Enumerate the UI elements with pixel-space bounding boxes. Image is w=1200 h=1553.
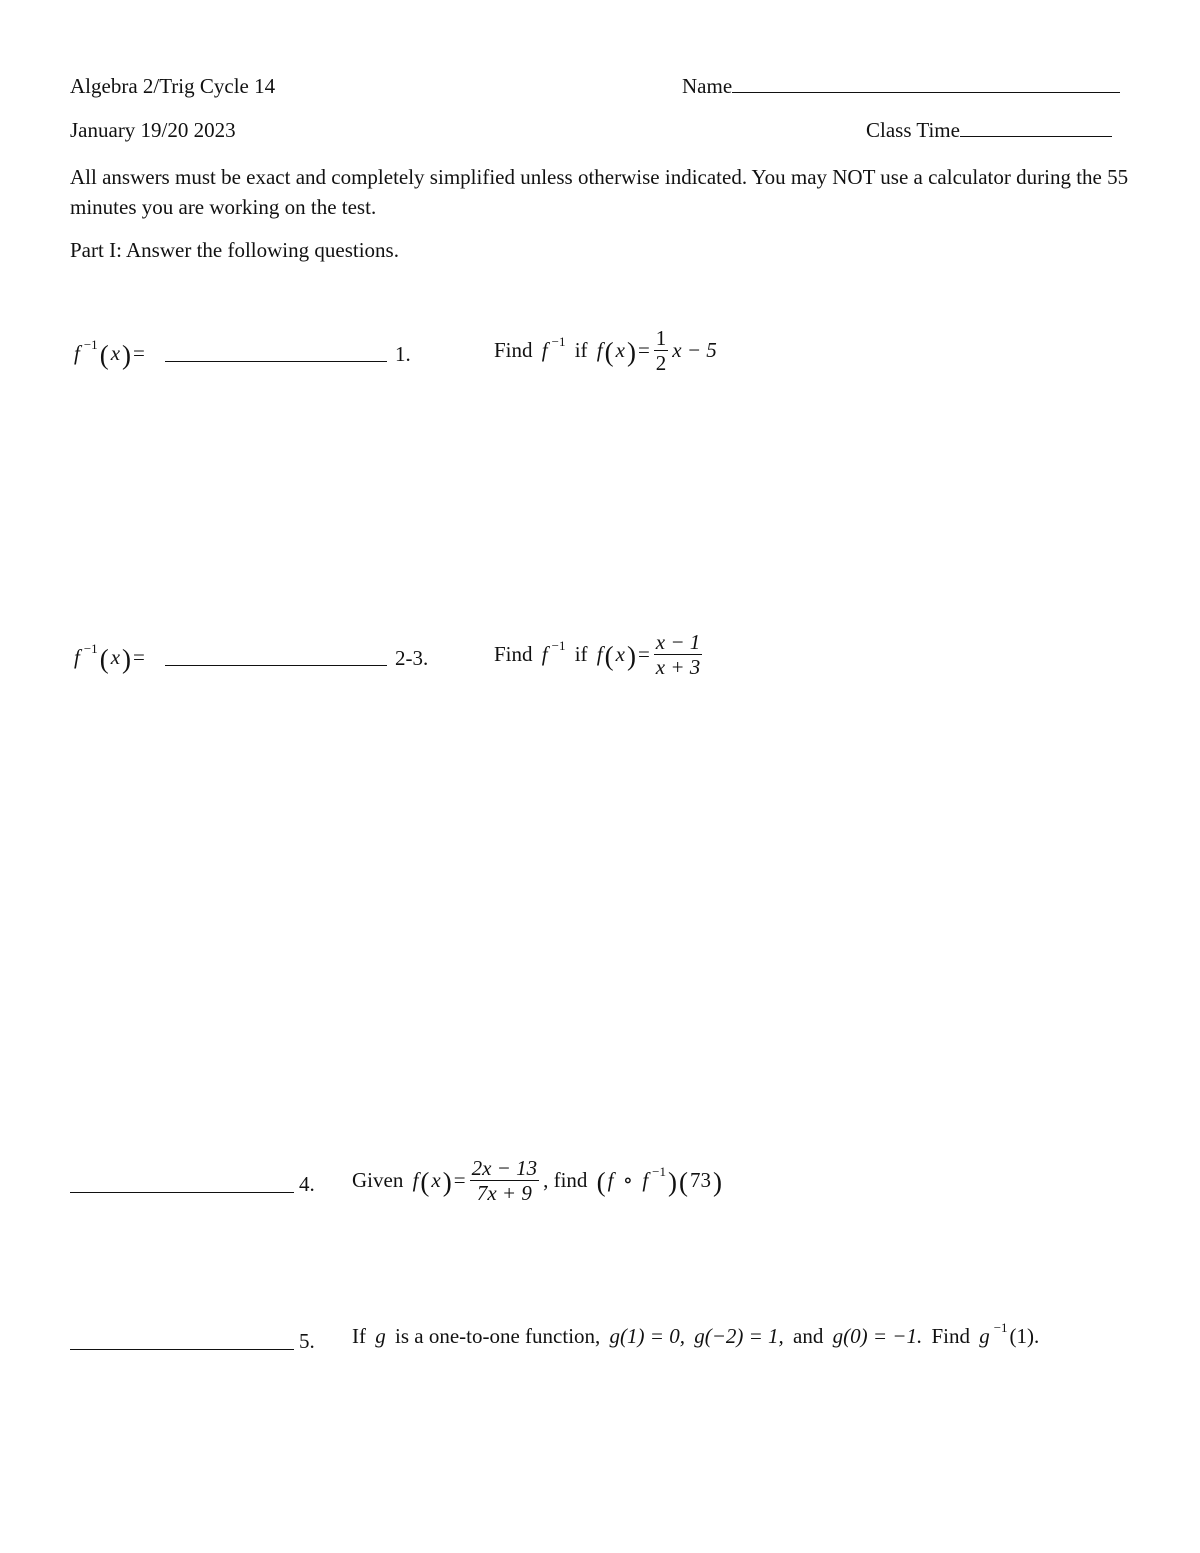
name-label: Name bbox=[682, 74, 733, 98]
name-blank[interactable] bbox=[732, 92, 1120, 93]
answer-label-1: f −1 ( x ) = bbox=[74, 336, 145, 370]
answer-label-2: f −1 ( x ) = bbox=[74, 640, 145, 674]
class-time-label: Class Time bbox=[866, 118, 960, 142]
question-2: Find f −1 if f ( x ) = $\frac{x - 1}{x + 3}$ bbox=[494, 630, 701, 679]
test-date: January 19/20 2023 bbox=[70, 118, 236, 142]
answer-blank-4[interactable] bbox=[70, 1170, 294, 1193]
question-5: If g is a one-to-one function, g(1) = 0, g(−2) = 1, and g(0) = −1. Find g −1 (1). bbox=[352, 1319, 1040, 1348]
question-number-2: 2-3. bbox=[395, 646, 429, 670]
question-number-1: 1. bbox=[395, 342, 411, 366]
fraction: $\frac{1}{2}$ bbox=[655, 326, 667, 375]
class-time-field[interactable] bbox=[866, 118, 1112, 143]
part-heading: Part I: Answer the following questions. bbox=[70, 238, 399, 262]
question-4: Given f ( x ) = $\frac{2x - 13}{7x + 9}$ , find ( f ∘ f −1 ) ( 73 ) bbox=[352, 1156, 722, 1205]
instructions: All answers must be exact and completely simplified unless otherwise indicated. You may NOT use a calculator during the 55 minutes you are working on the test. bbox=[70, 165, 1129, 219]
answer-blank-1[interactable] bbox=[165, 339, 387, 362]
name-field[interactable] bbox=[682, 74, 1120, 99]
question-number-5: 5. bbox=[299, 1329, 315, 1353]
answer-blank-2[interactable] bbox=[165, 643, 387, 666]
fraction: $\frac{2x - 13}{7x + 9}$ bbox=[471, 1156, 538, 1205]
fraction: $\frac{x - 1}{x + 3}$ bbox=[655, 630, 701, 679]
class-time-blank[interactable] bbox=[960, 136, 1112, 137]
question-1: Find f −1 if f ( x ) = $\frac{1}{2}$ x − 5 bbox=[494, 326, 717, 375]
question-number-4: 4. bbox=[299, 1172, 315, 1196]
course-title: Algebra 2/Trig Cycle 14 bbox=[70, 74, 276, 98]
answer-blank-5[interactable] bbox=[70, 1327, 294, 1350]
